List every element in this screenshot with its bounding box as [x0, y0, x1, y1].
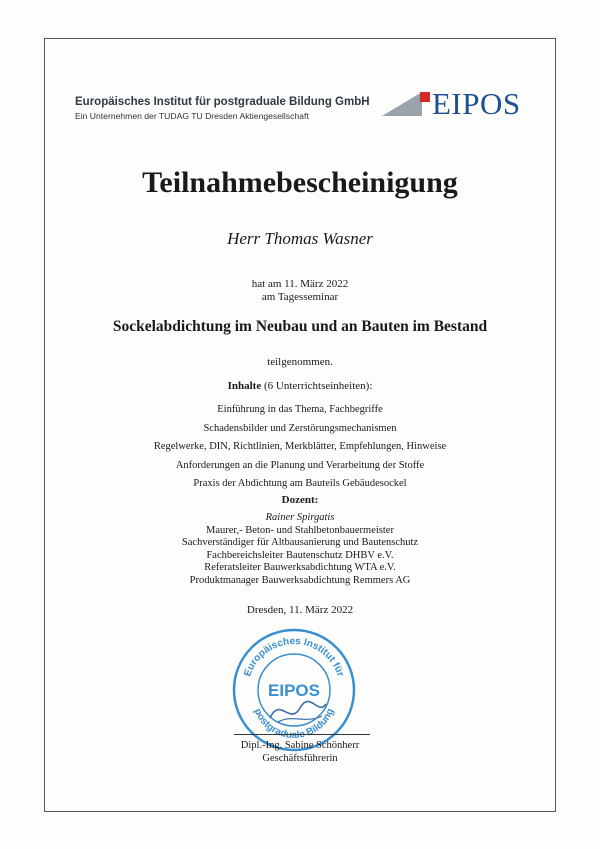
contents-heading — [0, 380, 600, 394]
lecturer-title: Sachverständiger für Altbausanierung und Bautenschutz — [181, 537, 419, 549]
institute-name: Europäisches Institut für postgraduale Bildung GmbH — [75, 96, 370, 108]
signatory-name: Dipl.-Ing. Sabine Schönherr — [240, 740, 360, 751]
list-item: Schadensbilder und Zerstörungsmechanismen — [203, 422, 397, 434]
certificate-title: Teilnahmebescheinigung — [142, 166, 458, 199]
lecturer-name: Rainer Spirgatis — [265, 512, 335, 523]
seminar-title: Sockelabdichtung im Neubau und an Bauten im Bestand — [112, 318, 488, 335]
eipos-logo — [382, 88, 532, 120]
lecturer-title: Referatsleiter Bauwerksabdichtung WTA e.V. — [204, 562, 396, 574]
event-type: am Tagesseminar — [261, 291, 339, 303]
list-item: Anforderungen an die Planung und Verarbeitung der Stoffe — [175, 459, 425, 471]
list-item: Einführung in das Thema, Fachbegriffe — [217, 404, 383, 415]
signatory-block — [0, 740, 600, 765]
svg-text:EIPOS: EIPOS — [268, 681, 320, 700]
svg-text:postgraduale Bildung: postgraduale Bildung — [251, 706, 337, 742]
lecturer-title: Produktmanager Bauwerksabdichtung Remmers AG — [189, 574, 411, 586]
lecturer-label: Dozent: — [281, 494, 319, 506]
participated-text: teilgenommen. — [267, 356, 333, 368]
signatory-role: Geschäftsführerin — [262, 752, 338, 764]
signature-line — [234, 734, 370, 735]
list-item: Regelwerke, DIN, Richtlinien, Merkblätter, Empfehlungen, Hinweise — [153, 441, 447, 453]
logo-text: EIPOS — [432, 86, 521, 121]
lecturer-block — [0, 512, 600, 588]
contents-units: (6 Unterrichtseinheiten): — [261, 380, 373, 392]
svg-text:Europäisches Institut für: Europäisches Institut für — [242, 635, 346, 679]
participant-name: Herr Thomas Wasner — [227, 229, 373, 248]
lecturer-title: Fachbereichsleiter Bautenschutz DHBV e.V. — [206, 549, 394, 561]
place-date: Dresden, 11. März 2022 — [246, 604, 354, 616]
attendance-date: hat am 11. März 2022 — [251, 278, 349, 290]
list-item: Praxis der Abdichtung am Bauteils Gebäudesockel — [193, 478, 407, 490]
contents-list — [0, 401, 600, 494]
lecturer-title: Maurer,- Beton- und Stahlbetonbauermeister — [206, 524, 394, 536]
institute-subtitle: Ein Unternehmen der TUDAG TU Dresden Aktiengesellschaft — [75, 111, 309, 121]
contents-label: Inhalte — [227, 380, 262, 392]
